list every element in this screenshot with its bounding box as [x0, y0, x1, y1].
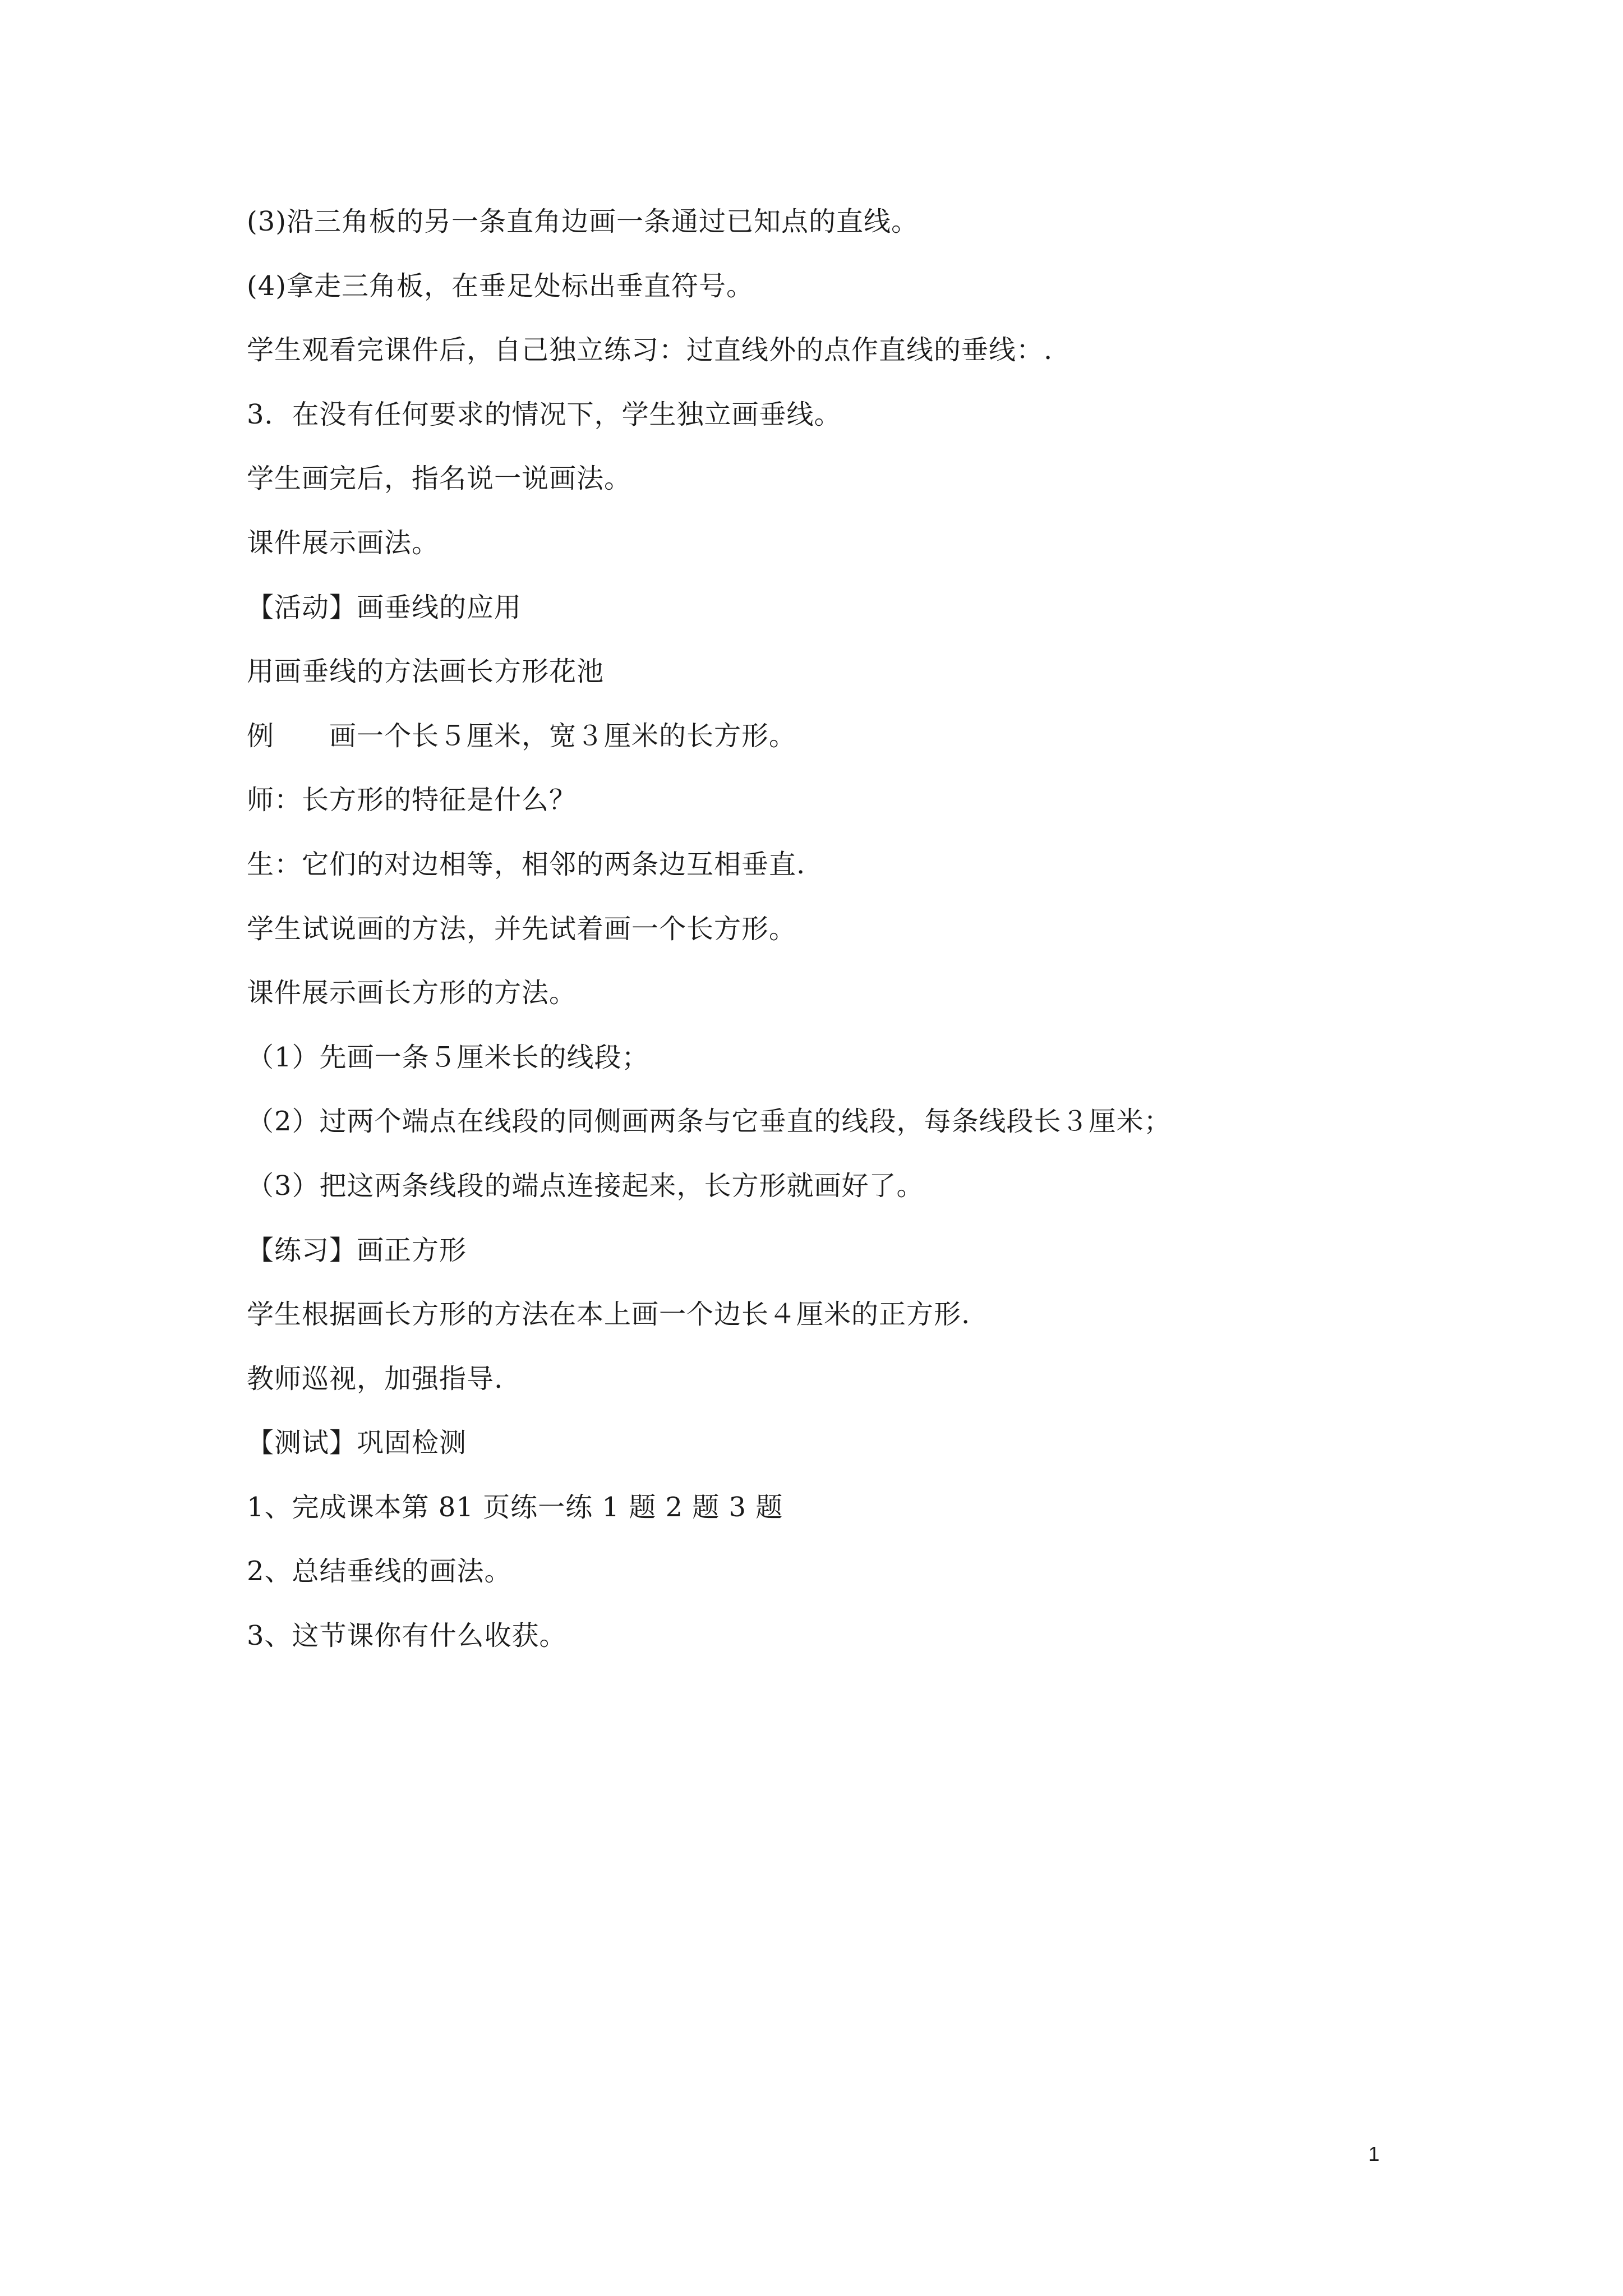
text-line-test-2: 2、总结垂线的画法。: [247, 1556, 512, 1588]
page-number: 1: [1368, 2142, 1380, 2165]
text-line-item-3: 3．在没有任何要求的情况下，学生独立画垂线。: [247, 398, 842, 430]
text-line-test-1: 1、完成课本第 81 页练一练 1 题 2 题 3 题: [247, 1491, 783, 1523]
text-line-rect-step-2: （2）过两个端点在线段的同侧画两条与它垂直的线段，每条线段长３厘米；: [247, 1106, 1172, 1138]
text-line-example: 例 画一个长５厘米，宽３厘米的长方形。: [247, 720, 797, 752]
text-line-step-3: (3)沿三角板的另一条直角边画一条通过已知点的直线。: [247, 206, 919, 237]
section-heading-activity: 【活动】画垂线的应用: [247, 591, 522, 623]
text-line-student-answer: 生：它们的对边相等，相邻的两条边互相垂直.: [247, 848, 806, 880]
section-heading-practice: 【练习】画正方形: [247, 1234, 467, 1266]
text-line-rect-step-3: （3）把这两条线段的端点连接起来，长方形就画好了。: [247, 1170, 924, 1202]
text-line-test-3: 3、这节课你有什么收获。: [247, 1620, 567, 1652]
section-heading-test: 【测试】巩固检测: [247, 1427, 467, 1459]
text-line-courseware-method: 课件展示画法。: [247, 527, 440, 559]
text-line-teacher-guidance: 教师巡视，加强指导.: [247, 1363, 504, 1395]
text-line-flowerbed: 用画垂线的方法画长方形花池: [247, 656, 605, 688]
text-line-rect-step-1: （1）先画一条５厘米长的线段；: [247, 1041, 649, 1073]
text-line-step-4: (4)拿走三角板，在垂足处标出垂直符号。: [247, 270, 754, 302]
text-line-explain-method: 学生画完后，指名说一说画法。: [247, 463, 632, 495]
text-line-teacher-question: 师：长方形的特征是什么？: [247, 784, 577, 816]
text-line-independent-practice: 学生观看完课件后，自己独立练习：过直线外的点作直线的垂线：.: [247, 334, 1053, 366]
text-line-draw-square: 学生根据画长方形的方法在本上画一个边长４厘米的正方形.: [247, 1299, 971, 1331]
text-line-try-drawing: 学生试说画的方法，并先试着画一个长方形。: [247, 913, 797, 945]
text-line-courseware-rectangle: 课件展示画长方形的方法。: [247, 977, 577, 1009]
document-body: [247, 208, 1413, 1686]
